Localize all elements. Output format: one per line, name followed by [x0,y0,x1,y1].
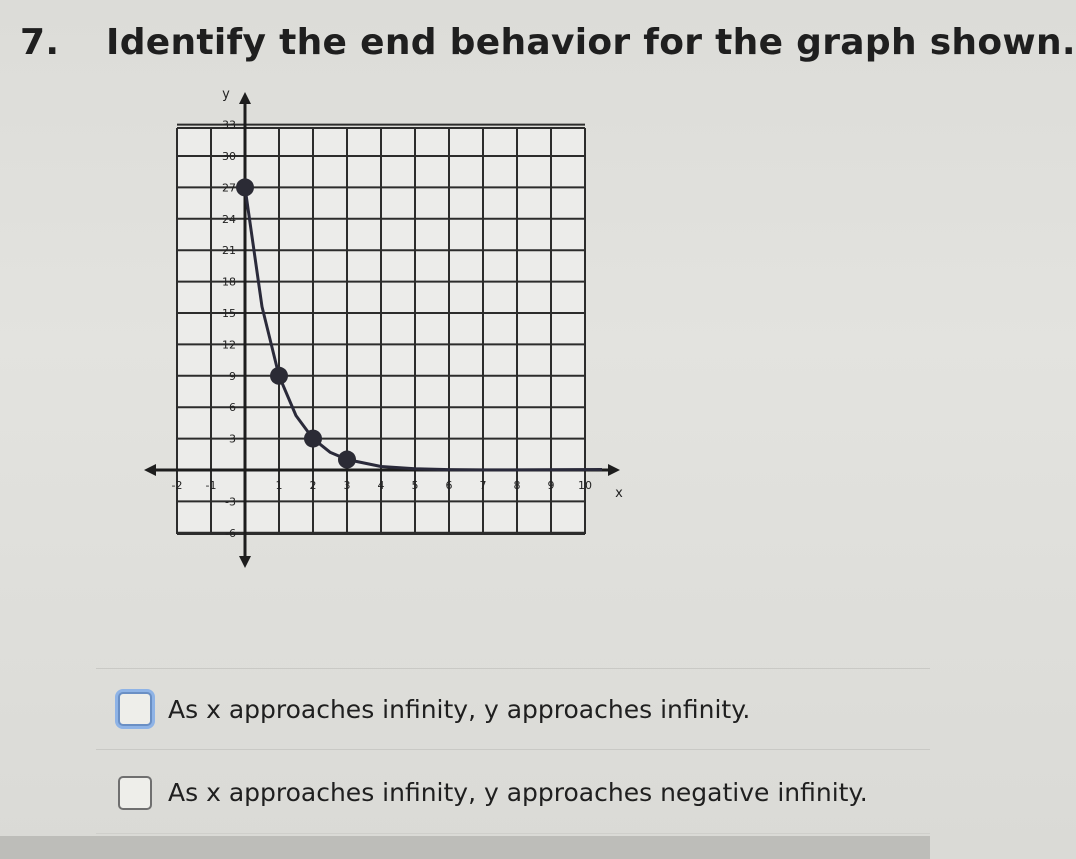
answer-option-2[interactable] [96,752,930,834]
y-tick-label: 30 [222,150,236,163]
question-number: 7. [20,22,60,63]
y-tick-label: -3 [225,495,236,509]
x-tick-label: 2 [309,479,317,492]
y-axis-label: y [222,87,230,102]
y-tick-label: 18 [222,275,236,289]
y-tick-label: 3 [229,432,236,446]
answer-option-1-checkbox[interactable] [118,692,152,726]
data-point [236,178,254,196]
data-point [270,367,288,385]
x-tick-label: 7 [479,479,487,492]
answer-option-2-checkbox[interactable] [118,776,152,810]
question-prompt: Identify the end behavior for the graph shown. [106,22,1076,63]
answer-option-2-label: As x approaches infinity, y approaches negative infinity. [168,778,868,807]
y-axis-arrow-down [239,556,251,568]
x-axis-arrow-right [608,464,620,476]
y-tick-label: 33 [222,118,236,132]
x-tick-label: 6 [445,479,453,492]
x-tick-label: 3 [343,479,351,492]
answer-option-1[interactable] [96,668,930,750]
x-tick-label: 8 [513,479,521,492]
x-axis-label: x [615,486,623,501]
y-tick-label: 6 [229,401,236,415]
y-axis-arrow-up [239,92,251,104]
x-tick-label: -1 [205,479,217,492]
y-tick-label: 9 [229,369,236,383]
answer-option-1-label: As x approaches infinity, y approaches infinity. [168,694,751,724]
y-tick-label: 15 [222,307,236,320]
data-point [304,430,322,448]
x-tick-label: 4 [377,479,385,492]
data-point [338,451,356,469]
x-tick-label: 10 [578,479,592,492]
y-tick-label: 12 [222,338,236,352]
x-tick-label: 9 [547,479,555,492]
x-tick-label: -2 [171,479,183,492]
y-tick-label: -6 [225,526,236,540]
y-tick-label: 21 [222,244,236,258]
x-tick-label: 1 [275,479,283,492]
y-tick-label: 27 [222,181,236,195]
x-tick-label: 5 [411,479,419,492]
y-tick-label: 24 [222,212,236,226]
x-axis-arrow-left [144,464,156,476]
bottom-bar [0,836,930,859]
